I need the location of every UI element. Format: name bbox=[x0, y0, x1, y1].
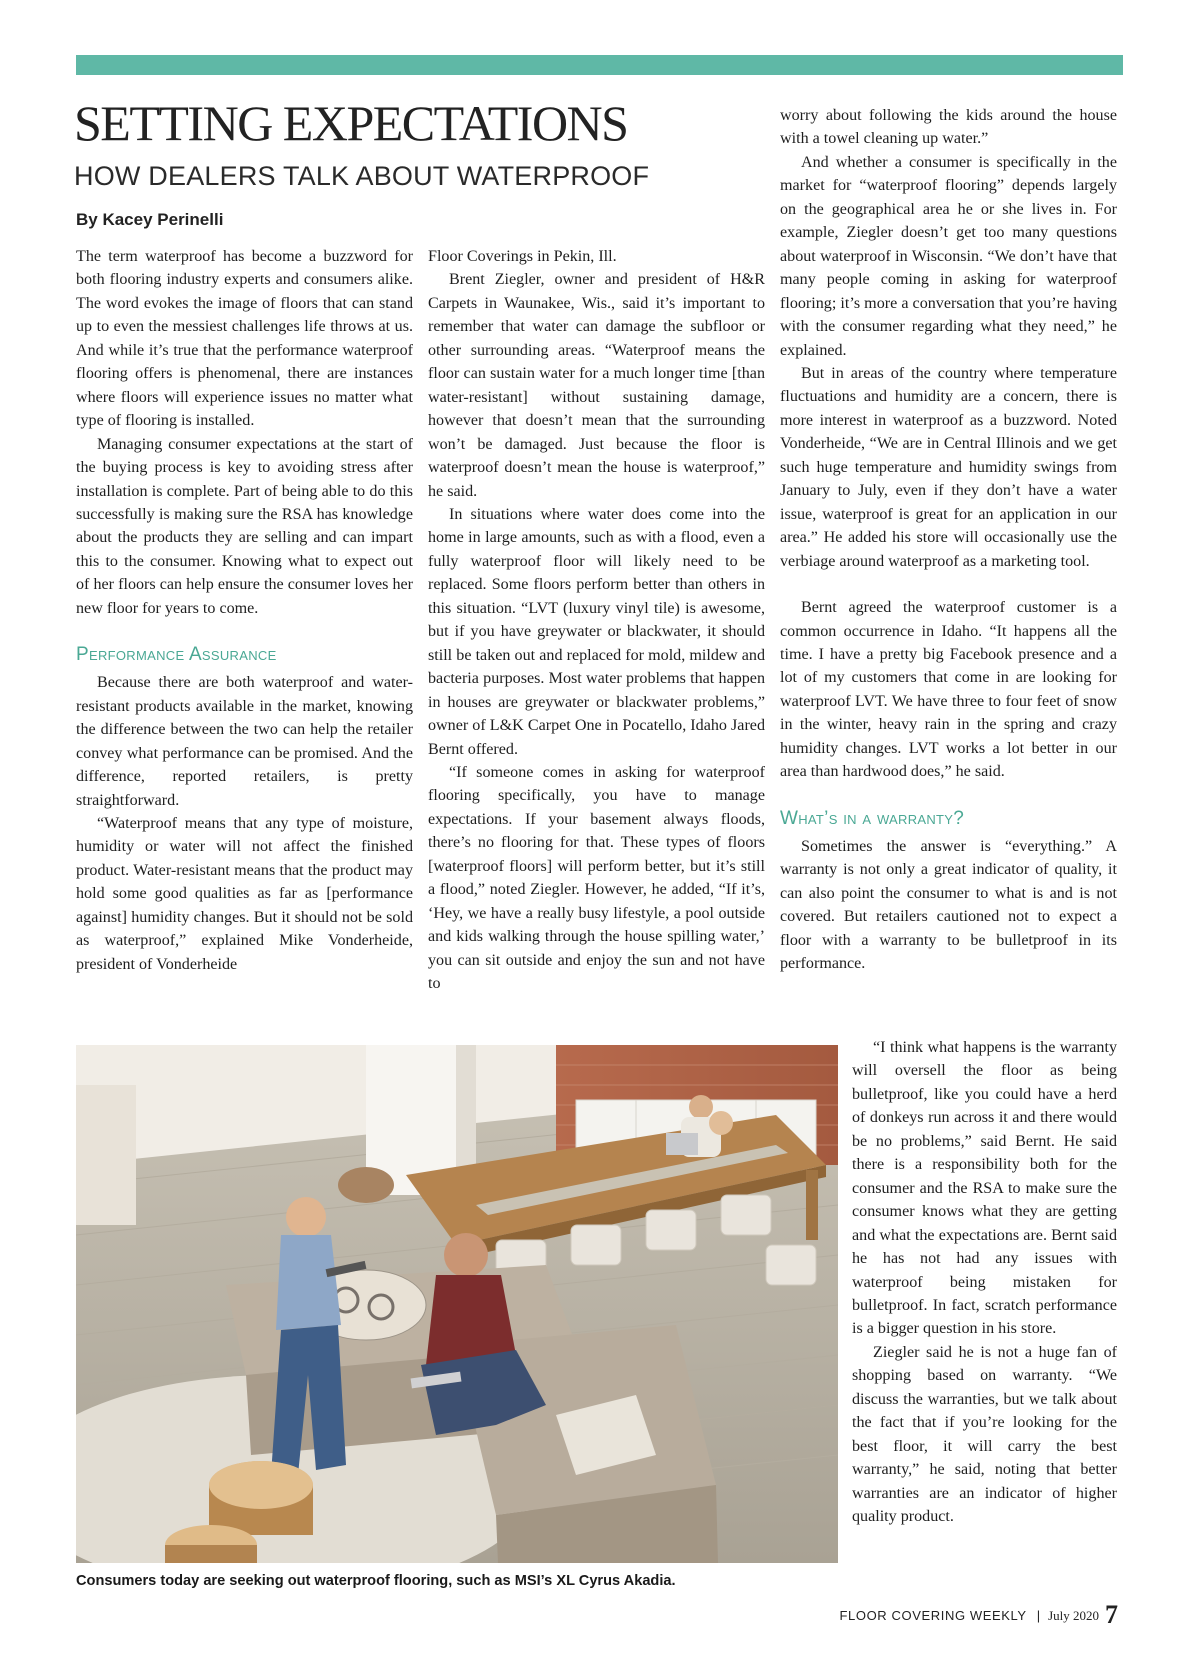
paragraph: Sometimes the answer is “everything.” A warranty is not only a great indicator of quality, it can also point the consumer to what is and is not covered. But retailers cautioned not to expect a floor with a warranty to be bulletproof in its performance. bbox=[780, 837, 1117, 972]
paragraph: “I think what happens is the warranty will oversell the floor as being bulletproof, like you could have a herd of donkeys run across it and there would be no problems,” said Bernt. He said there is a responsibility both for the consumer and the RSA to make sure the consumer knows what they are getting and what the expectations are. Bernt said he has not had any issues with waterproof being mistaken for bulletproof. In fact, scratch performance is a bigger question in his store. bbox=[852, 1039, 1117, 1338]
paragraph: Bernt agreed the waterproof customer is a common occurrence in Idaho. “It happens all the time. I have a pretty big Facebook presence and a lot of my customers that come in are looking for waterproof LVT. We have three to four feet of snow in the winter, heavy rain in the spring and crazy humidity changes. LVT works a lot better in our area than hardwood does,” he said. bbox=[780, 599, 1117, 781]
section-heading-performance-assurance: Performance Assurance bbox=[76, 644, 277, 666]
paragraph: And whether a consumer is specifically in the market for “waterproof flooring” depends largely on the geographical area he or she lives in. For example, Ziegler doesn’t get too many questions about waterproof in Wisconsin. “We don’t have that many people coming in asking for waterproof flooring; it’s more a conversation that you’re having with the consumer regarding what they need,” he explained. bbox=[780, 153, 1117, 359]
article-title: SETTING EXPECTATIONS bbox=[74, 95, 628, 151]
paragraph: Managing consumer expectations at the start of the buying process is key to avoiding stress after installation is complete. Part of being able to do this successfully is making sure the RSA has knowledge about the products they are selling and can impart this to the consumer. Knowing what to expect out of her floors can help ensure the consumer loves her new floor for years to come. bbox=[76, 435, 413, 617]
paragraph: But in areas of the country where temperature fluctuations and humidity are a concern, there is more interest in waterproof as a buzzword. Noted Vonderheide, “We are in Central Illinois and we get such huge temperature and humidity swings from January to July, even if they don’t have a water issue, waterproof is great for an application in our area.” He added his store will occasionally use the verbiage around waterproof as a marketing tool. bbox=[780, 364, 1117, 570]
accent-bar bbox=[76, 55, 1123, 75]
publication-name: FLOOR COVERING WEEKLY bbox=[839, 1608, 1027, 1623]
article-subtitle: HOW DEALERS TALK ABOUT WATERPROOF bbox=[74, 161, 650, 191]
paragraph: In situations where water does come into the home in large amounts, such as with a flood, even a fully waterproof floor will likely need to be replaced. Some floors perform better than others in this situation. “LVT (luxury vinyl tile) is awesome, but if you have greywater or blackwater, it should still be taken out and replaced for mold, mildew and bacteria purposes. Most water problems that happen in houses are greywater or blackwater problems,” owner of L&K Carpet One in Pocatello, Idaho Jared Bernt offered. bbox=[428, 505, 765, 758]
paragraph: “If someone comes in asking for waterproof flooring specifically, you have to manage expectations. If your basement always floods, there’s no flooring for that. These types of floors [waterproof floors] will perform better, but it’s still a flood,” noted Ziegler. However, he added, “If it’s, ‘Hey, we have a really busy lifestyle, a pool outside and kids walking through the house spilling water,’ you can sit outside and enjoy the sun and not have to bbox=[428, 763, 765, 993]
photo-caption: Consumers today are seeking out waterproof flooring, such as MSI’s XL Cyrus Akadia. bbox=[76, 1573, 676, 1589]
column-2 bbox=[428, 245, 765, 996]
column-1 bbox=[76, 245, 413, 976]
page-number: 7 bbox=[1105, 1600, 1118, 1629]
column-3 bbox=[780, 104, 1117, 975]
section-heading-warranty: What’s in a warranty? bbox=[780, 807, 965, 829]
paragraph: Floor Coverings in Pekin, Ill. bbox=[428, 248, 617, 265]
paragraph: Ziegler said he is not a huge fan of shopping based on warranty. “We discuss the warranties, but we talk about the fact that if you’re looking for the best floor, it will carry the best warranty,” he said, noting that better warranties are an indicator of higher quality product. bbox=[852, 1343, 1117, 1526]
paragraph: “Waterproof means that any type of moisture, humidity or water will not affect the finished product. Water-resistant means that the product may hold some good qualities as far as [performance against] humidity changes. But it should not be sold as waterproof,” explained Mike Vonderheide, president of Vonderheide bbox=[76, 814, 413, 973]
paragraph: The term waterproof has become a buzzword for both flooring industry experts and consumers alike. The word evokes the image of floors that can stand up to even the messiest challenges life throws at us. And while it’s true that the performance waterproof flooring offers is phenomenal, there are instances where floors will experience issues no matter what type of flooring is installed. bbox=[76, 248, 413, 430]
paragraph: worry about following the kids around the house with a towel cleaning up water.” bbox=[780, 107, 1117, 148]
byline: By Kacey Perinelli bbox=[76, 210, 224, 229]
paragraph: Brent Ziegler, owner and president of H&R Carpets in Waunakee, Wis., said it’s important to remember that water can damage the subfloor or other surrounding areas. “Waterproof means the floor can sustain water for a much longer time [than water-resistant] without sustaining damage, however that doesn’t mean that the surrounding won’t be damaged. Just because the floor is waterproof doesn’t mean the house is waterproof,” he said. bbox=[428, 271, 765, 500]
issue-date: July 2020 bbox=[1048, 1608, 1099, 1623]
article-photo bbox=[76, 1045, 838, 1563]
column-4 bbox=[852, 1036, 1117, 1529]
footer-separator: | bbox=[1036, 1608, 1041, 1623]
page-footer bbox=[840, 1597, 1118, 1627]
paragraph: Because there are both waterproof and water-resistant products available in the market, knowing the difference between the two can help the retailer convey what performance can be promised. And the difference, reported retailers, is pretty straightforward. bbox=[76, 674, 413, 809]
